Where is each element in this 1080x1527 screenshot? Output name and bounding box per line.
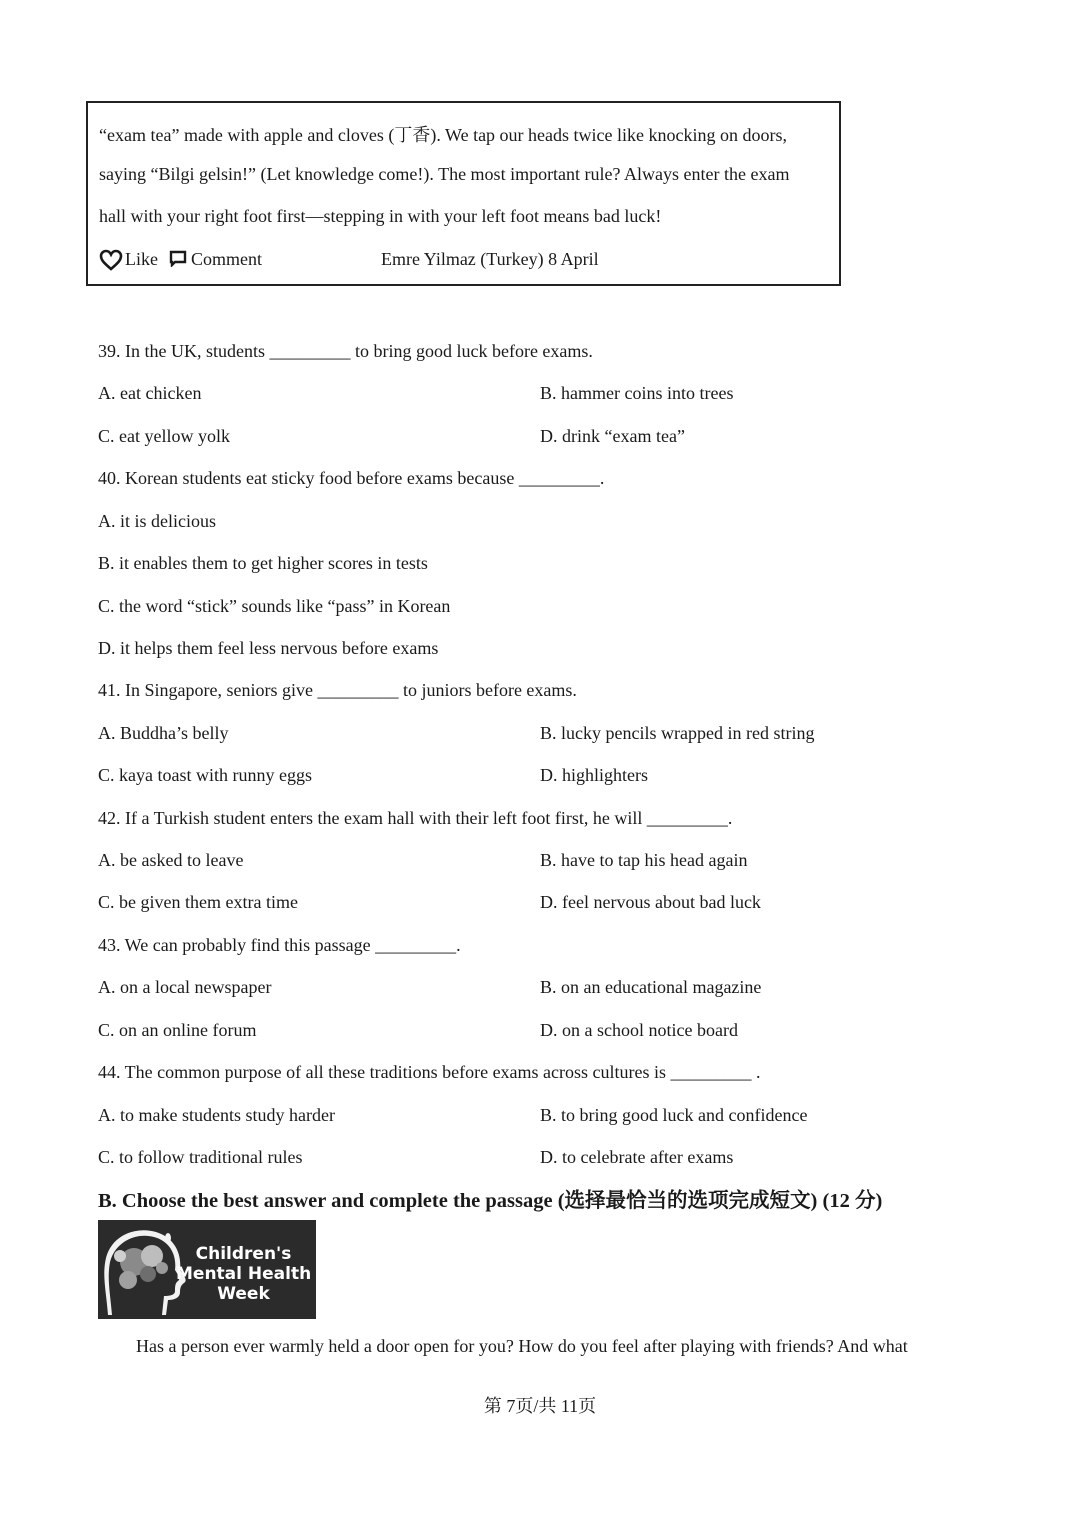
option-c: C. be given them extra time (98, 892, 298, 912)
option-d: D. on a school notice board (540, 1020, 738, 1040)
page-number: 第 7页/共 11页 (483, 1396, 597, 1416)
passage-paragraph: Has a person ever warmly held a door open for you? How do you feel after playing with friends? And what (136, 1336, 908, 1356)
option-b: B. it enables them to get higher scores in tests (98, 553, 428, 573)
option-b: B. on an educational magazine (540, 977, 762, 997)
option-c: C. to follow traditional rules (98, 1147, 303, 1167)
option-a: A. it is delicious (98, 511, 216, 531)
question-stem: 41. In Singapore, seniors give _________ to juniors before exams. (98, 680, 577, 700)
option-a: A. be asked to leave (98, 850, 244, 870)
option-c: C. kaya toast with runny eggs (98, 765, 312, 785)
option-a: A. eat chicken (98, 383, 202, 403)
option-d: D. drink “exam tea” (540, 426, 685, 446)
option-c: C. the word “stick” sounds like “pass” in Korean (98, 596, 451, 616)
option-c: C. on an online forum (98, 1020, 257, 1040)
option-c: C. eat yellow yolk (98, 426, 230, 446)
comment-icon[interactable] (169, 250, 187, 267)
mental-health-banner-image (98, 1220, 316, 1319)
social-post-card (86, 101, 841, 286)
option-a: A. on a local newspaper (98, 977, 272, 997)
option-a: A. Buddha’s belly (98, 723, 229, 743)
option-b: B. have to tap his head again (540, 850, 748, 870)
option-b: B. to bring good luck and confidence (540, 1105, 808, 1125)
banner-title: Children's Mental Health Week (176, 1244, 312, 1304)
post-author: Emre Yilmaz (Turkey) 8 April (381, 249, 599, 269)
post-text-line: “exam tea” made with apple and cloves (丁香). We tap our heads twice like knocking on doors, (99, 125, 787, 145)
option-d: D. to celebrate after exams (540, 1147, 734, 1167)
option-d: D. feel nervous about bad luck (540, 892, 761, 912)
question-stem: 42. If a Turkish student enters the exam hall with their left foot first, he will _________. (98, 808, 733, 828)
heart-icon[interactable] (99, 249, 123, 271)
option-a: A. to make students study harder (98, 1105, 335, 1125)
question-stem: 43. We can probably find this passage _________. (98, 935, 461, 955)
question-stem: 40. Korean students eat sticky food before exams because _________. (98, 468, 605, 488)
post-text-line: hall with your right foot first—stepping in with your left foot means bad luck! (99, 206, 662, 226)
option-d: D. highlighters (540, 765, 648, 785)
option-b: B. lucky pencils wrapped in red string (540, 723, 815, 743)
post-text-line: saying “Bilgi gelsin!” (Let knowledge come!). The most important rule? Always enter the exam (99, 164, 790, 184)
post-footer (99, 248, 819, 272)
question-stem: 44. The common purpose of all these traditions before exams across cultures is _________ . (98, 1062, 761, 1082)
question-stem: 39. In the UK, students _________ to bring good luck before exams. (98, 341, 593, 361)
comment-button[interactable]: Comment (191, 249, 262, 269)
like-button[interactable]: Like (125, 249, 158, 269)
section-title: B. Choose the best answer and complete the passage (选择最恰当的选项完成短文) (12 分) (98, 1190, 883, 1212)
option-d: D. it helps them feel less nervous before exams (98, 638, 439, 658)
option-b: B. hammer coins into trees (540, 383, 734, 403)
